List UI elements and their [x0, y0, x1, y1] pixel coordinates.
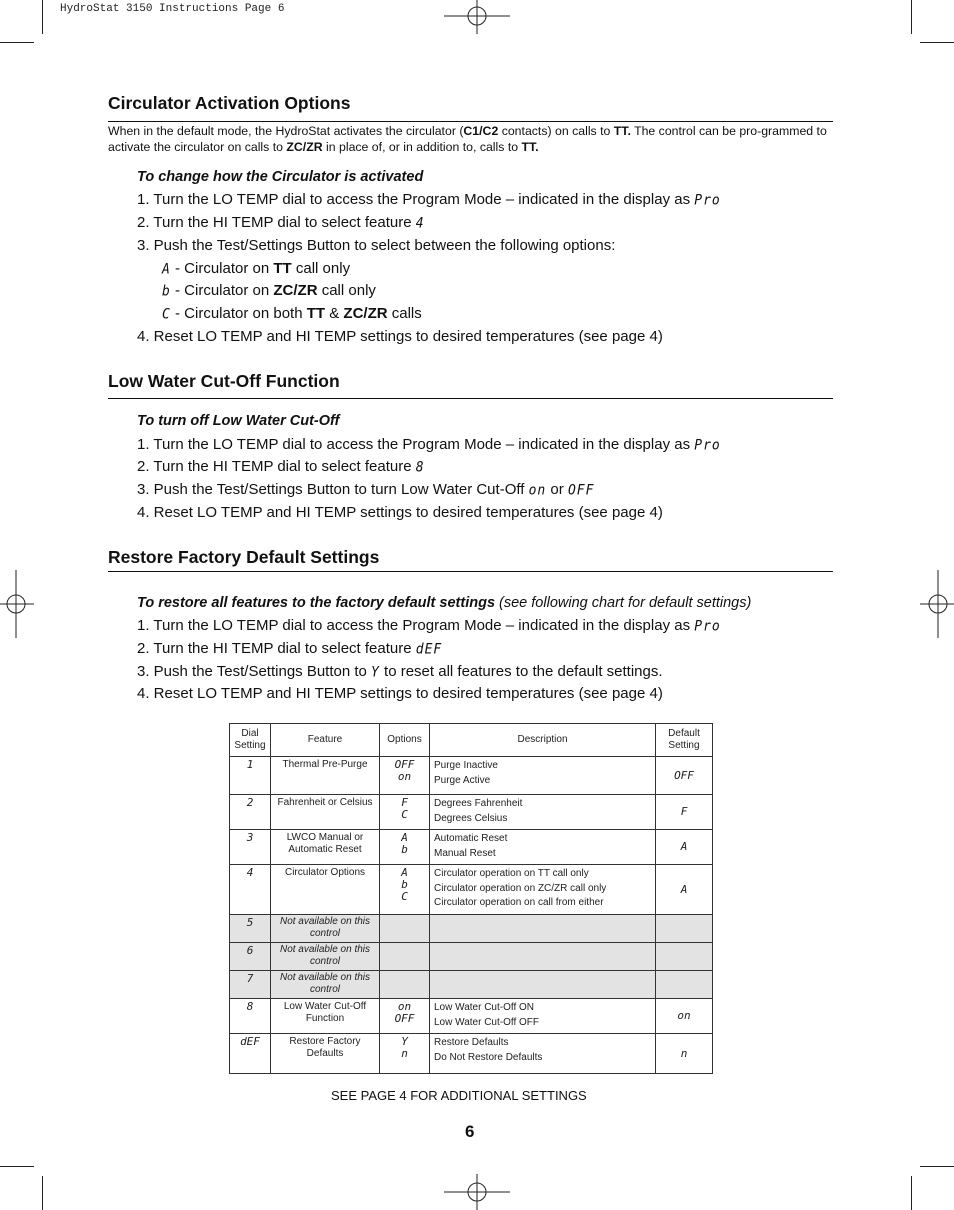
table-row [230, 971, 713, 999]
feature-cell: Not available on this control [271, 943, 380, 971]
registration-mark-left [0, 570, 36, 640]
options-cell [380, 915, 430, 943]
circulator-option-a: A - Circulator on TT call only [162, 260, 351, 278]
options-cell [380, 1034, 430, 1074]
option-value: b [401, 878, 408, 891]
option-value: F [401, 796, 408, 809]
dial-setting-cell: dEF [230, 1034, 271, 1074]
table-row [230, 915, 713, 943]
description-cell [430, 915, 656, 943]
description-cell [430, 757, 656, 795]
dial-setting-cell: 7 [230, 971, 271, 999]
circulator-subhead: To change how the Circulator is activated [137, 169, 424, 185]
options-cell [380, 999, 430, 1034]
restore-step-4: 4. Reset LO TEMP and HI TEMP settings to desired temperatures (see page 4) [137, 685, 663, 702]
section-title-lwco: Low Water Cut-Off Function [108, 371, 340, 391]
option-value: OFF [394, 1012, 415, 1025]
option-value: C [401, 890, 408, 903]
registration-mark-bottom [444, 1174, 512, 1210]
dial-setting-cell: 8 [230, 999, 271, 1034]
option-value: b [401, 843, 408, 856]
default-cell: OFF [656, 757, 713, 795]
table-row [230, 757, 713, 795]
default-cell [656, 943, 713, 971]
default-cell [656, 971, 713, 999]
section-rule [108, 398, 833, 399]
feature-cell: Circulator Options [271, 865, 380, 915]
description-line: Manual Reset [434, 847, 496, 859]
lwco-step-2: 2. Turn the HI TEMP dial to select feature 8 [137, 458, 425, 476]
options-cell [380, 757, 430, 795]
feature-cell: Thermal Pre-Purge [271, 757, 380, 795]
options-cell [380, 971, 430, 999]
circulator-step-4: 4. Reset LO TEMP and HI TEMP settings to desired temperatures (see page 4) [137, 328, 663, 345]
column-header: Feature [271, 724, 380, 757]
dial-setting-cell: 1 [230, 757, 271, 795]
section-title-restore: Restore Factory Default Settings [108, 547, 380, 567]
table-row [230, 943, 713, 971]
circulator-step-3: 3. Push the Test/Settings Button to select between the following options: [137, 237, 616, 254]
column-header: Description [430, 724, 656, 757]
description-line: Restore Defaults [434, 1037, 509, 1048]
restore-step-2: 2. Turn the HI TEMP dial to select feature dEF [137, 640, 443, 658]
description-line: Low Water Cut-Off OFF [434, 1016, 540, 1028]
table-row [230, 795, 713, 830]
section-rule [108, 121, 833, 122]
dial-setting-cell: 4 [230, 865, 271, 915]
description-line: Purge Inactive [434, 760, 498, 771]
table-row [230, 830, 713, 865]
description-line: Circulator operation on call from either [434, 897, 604, 908]
default-cell: F [656, 795, 713, 830]
options-cell [380, 795, 430, 830]
header-slug: HydroStat 3150 Instructions Page 6 [60, 3, 285, 15]
dial-setting-cell: 5 [230, 915, 271, 943]
circulator-step-2: 2. Turn the HI TEMP dial to select feature 4 [137, 214, 425, 232]
description-line: Circulator operation on TT call only [434, 868, 589, 879]
options-cell [380, 943, 430, 971]
column-header: Dial Setting [230, 724, 271, 757]
default-settings-table [229, 723, 713, 1074]
lwco-subhead: To turn off Low Water Cut-Off [137, 413, 340, 429]
description-cell [430, 971, 656, 999]
feature-cell: Not available on this control [271, 971, 380, 999]
restore-step-3: 3. Push the Test/Settings Button to Y to reset all features to the default settings. [137, 663, 663, 681]
circulator-intro: When in the default mode, the HydroStat activates the circulator (C1/C2 contacts) on calls to TT. The control can be pro-grammed to activate the circulator on calls to ZC/ZR in place of, or in addition to, calls to TT. [108, 124, 827, 154]
section-rule [108, 571, 833, 572]
description-cell [430, 795, 656, 830]
footer-note: SEE PAGE 4 FOR ADDITIONAL SETTINGS [331, 1088, 587, 1103]
description-cell [430, 865, 656, 915]
option-value: on [397, 1000, 412, 1013]
restore-subhead: To restore all features to the factory default settings (see following chart for default settings) [137, 595, 752, 611]
option-value: on [397, 770, 412, 783]
description-line: Automatic Reset [434, 833, 508, 844]
circulator-option-c: C - Circulator on both TT & ZC/ZR calls [162, 305, 422, 323]
feature-cell: Restore Factory Defaults [271, 1034, 380, 1074]
description-line: Do Not Restore Defaults [434, 1051, 543, 1063]
option-value: Y [401, 1035, 408, 1048]
lwco-step-3: 3. Push the Test/Settings Button to turn Low Water Cut-Off on or OFF [137, 481, 595, 499]
dial-setting-cell: 3 [230, 830, 271, 865]
default-cell: n [656, 1034, 713, 1074]
default-cell: A [656, 865, 713, 915]
default-cell [656, 915, 713, 943]
default-cell: on [656, 999, 713, 1034]
feature-cell: Fahrenheit or Celsius [271, 795, 380, 830]
description-cell [430, 830, 656, 865]
options-cell [380, 830, 430, 865]
registration-mark-top [444, 0, 512, 36]
options-cell [380, 865, 430, 915]
option-value: OFF [394, 758, 415, 771]
description-cell [430, 1034, 656, 1074]
default-cell: A [656, 830, 713, 865]
description-line: Low Water Cut-Off ON [434, 1002, 535, 1013]
lwco-step-4: 4. Reset LO TEMP and HI TEMP settings to desired temperatures (see page 4) [137, 504, 663, 521]
feature-cell: Low Water Cut-Off Function [271, 999, 380, 1034]
column-header: Options [380, 724, 430, 757]
description-line: Purge Active [434, 774, 491, 786]
option-value: A [401, 831, 408, 844]
option-value: A [401, 866, 408, 879]
description-line: Degrees Celsius [434, 812, 508, 824]
lwco-step-1: 1. Turn the LO TEMP dial to access the Program Mode – indicated in the display as Pro [137, 436, 721, 454]
feature-cell: Not available on this control [271, 915, 380, 943]
column-header: Default Setting [656, 724, 713, 757]
registration-mark-right [918, 570, 954, 640]
table-header-row [230, 724, 713, 757]
option-value: C [401, 808, 408, 821]
dial-setting-cell: 6 [230, 943, 271, 971]
feature-cell: LWCO Manual or Automatic Reset [271, 830, 380, 865]
restore-step-1: 1. Turn the LO TEMP dial to access the Program Mode – indicated in the display as Pro [137, 617, 721, 635]
table-row [230, 865, 713, 915]
description-line: Circulator operation on ZC/ZR call only [434, 882, 607, 894]
circulator-step-1: 1. Turn the LO TEMP dial to access the Program Mode – indicated in the display as Pro [137, 191, 721, 209]
section-title-circulator: Circulator Activation Options [108, 93, 351, 113]
table-row [230, 999, 713, 1034]
circulator-option-b: b - Circulator on ZC/ZR call only [162, 282, 376, 300]
description-cell [430, 943, 656, 971]
table-row [230, 1034, 713, 1074]
dial-setting-cell: 2 [230, 795, 271, 830]
page-number: 6 [465, 1122, 475, 1141]
description-cell [430, 999, 656, 1034]
description-line: Degrees Fahrenheit [434, 798, 523, 809]
option-value: n [401, 1047, 408, 1060]
